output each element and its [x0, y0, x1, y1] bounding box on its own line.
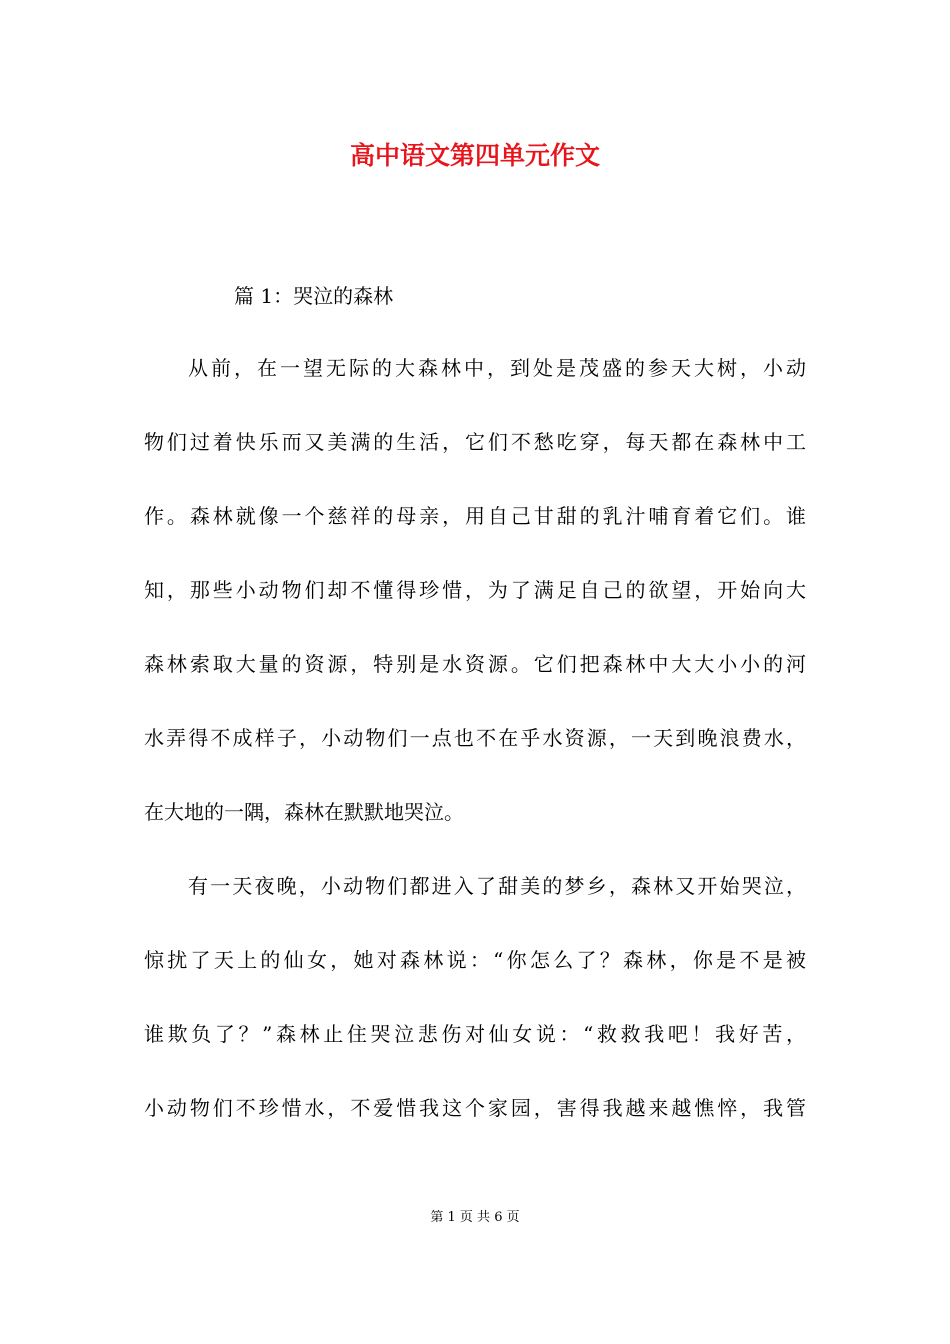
- text-line: 小动物们不珍惜水，不爱惜我这个家园，害得我越来越憔悴，我管: [144, 1096, 806, 1120]
- text-line: 从前，在一望无际的大森林中，到处是茂盛的参天大树，小动: [188, 356, 806, 380]
- text-line: 水弄得不成样子，小动物们一点也不在乎水资源，一天到晚浪费水，: [144, 726, 806, 750]
- text-line: 作。森林就像一个慈祥的母亲，用自己甘甜的乳汁哺育着它们。谁: [144, 504, 806, 528]
- text-line: 物们过着快乐而又美满的生活，它们不愁吃穿，每天都在森林中工: [144, 430, 806, 454]
- text-line: 森林索取大量的资源，特别是水资源。它们把森林中大大小小的河: [144, 652, 806, 676]
- section-heading: 篇 1：哭泣的森林: [234, 284, 394, 308]
- text-line: 有一天夜晚，小动物们都进入了甜美的梦乡，森林又开始哭泣，: [188, 874, 806, 898]
- text-line: 惊扰了天上的仙女，她对森林说：“你怎么了？森林，你是不是被: [144, 948, 806, 972]
- page-title: 高中语文第四单元作文: [349, 141, 600, 170]
- text-line: 知，那些小动物们却不懂得珍惜，为了满足自己的欲望，开始向大: [144, 578, 806, 602]
- text-line: 在大地的一隅，森林在默默地哭泣。: [144, 800, 464, 824]
- page-number: 第 1 页 共 6 页: [430, 1210, 520, 1225]
- text-line: 谁欺负了？”森林止住哭泣悲伤对仙女说：“救救我吧！我好苦，: [144, 1022, 806, 1046]
